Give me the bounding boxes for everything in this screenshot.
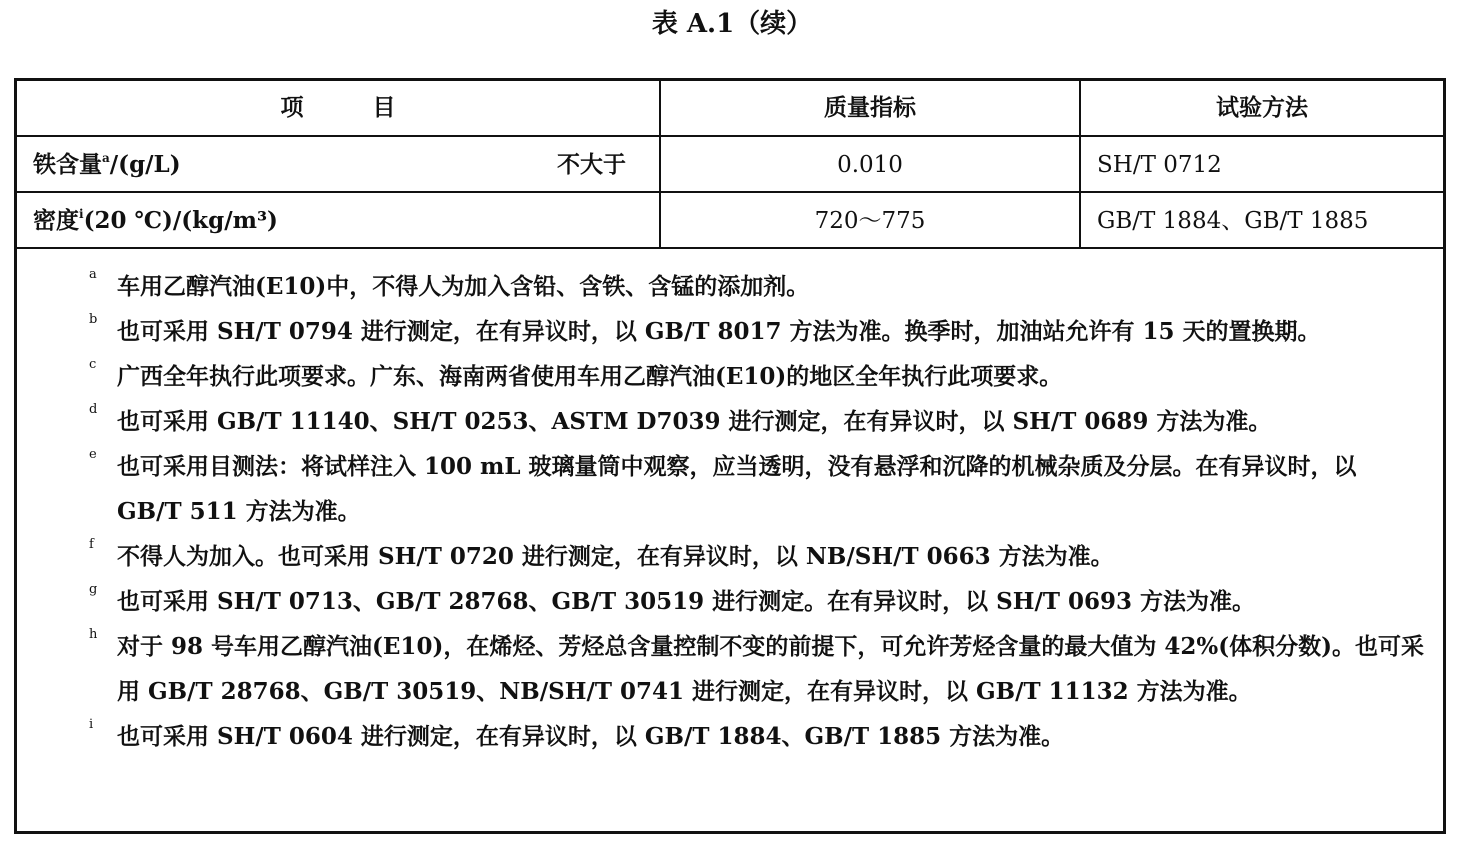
footnote: b 也可采用 SH/T 0794 进行测定，在有异议时，以 GB/T 8017 方法为准。换季时，加油站允许有 15 天的置换期。 [17,309,1443,354]
footnote: a 车用乙醇汽油(E10)中，不得人为加入含铅、含铁、含锰的添加剂。 [17,264,1443,309]
footnote: f 不得人为加入。也可采用 SH/T 0720 进行测定，在有异议时，以 NB/SH/T 0663 方法为准。 [17,534,1443,579]
spec-table [14,78,1446,834]
table-row-method: GB/T 1884、GB/T 1885 [1097,208,1369,234]
table-row-method: SH/T 0712 [1097,152,1222,178]
footnote-marker: i [89,717,94,732]
row-divider [17,191,1443,193]
table-row-index: 0.010 [837,152,903,178]
header-method: 试验方法 [1216,94,1308,121]
table-row-index: 720～775 [814,208,926,234]
footnote-marker: b [89,312,98,327]
notes-divider [17,247,1443,249]
footnote-marker: h [89,627,98,642]
footnote-marker: a [89,267,97,282]
footnote: g 也可采用 SH/T 0713、GB/T 28768、GB/T 30519 进行测定。在有异议时，以 SH/T 0693 方法为准。 [17,579,1443,624]
footnote: h 对于 98 号车用乙醇汽油(E10)，在烯烃、芳烃总含量控制不变的前提下，可允许芳烃含量的最大值为 42%(体积分数)。也可采用 GB/T 28768、GB/T 30519、NB/SH/T 0741 进行测定，在有异议时，以 GB/T 11132 方法为准。 [17,624,1443,714]
table-row-name: 密度$^i$(20 ℃)/(kg/m³) [33,207,278,234]
footnote-marker: f [89,537,94,552]
footnote: c 广西全年执行此项要求。广东、海南两省使用车用乙醇汽油(E10)的地区全年执行此项要求。 [17,354,1443,399]
table-title: 表 A.1（续） [651,9,813,39]
header-divider [17,135,1443,137]
table-row-name: 铁含量$^a$/(g/L) [33,151,181,178]
header-index: 质量指标 [824,94,916,121]
header-item: 项 目 [280,94,396,121]
footnotes [17,264,1443,759]
table-row-qualifier: 不大于 [557,151,626,178]
footnote: e 也可采用目测法：将试样注入 100 mL 玻璃量筒中观察，应当透明，没有悬浮和沉降的机械杂质及分层。在有异议时，以 GB/T 511 方法为准。 [17,444,1443,534]
footnote-marker: g [89,582,98,597]
footnote-marker: d [89,402,98,417]
footnote-marker: c [89,357,97,372]
footnote: i 也可采用 SH/T 0604 进行测定，在有异议时，以 GB/T 1884、GB/T 1885 方法为准。 [17,714,1443,759]
footnote-marker: e [89,447,97,462]
footnote: d 也可采用 GB/T 11140、SH/T 0253、ASTM D7039 进行测定，在有异议时，以 SH/T 0689 方法为准。 [17,399,1443,444]
